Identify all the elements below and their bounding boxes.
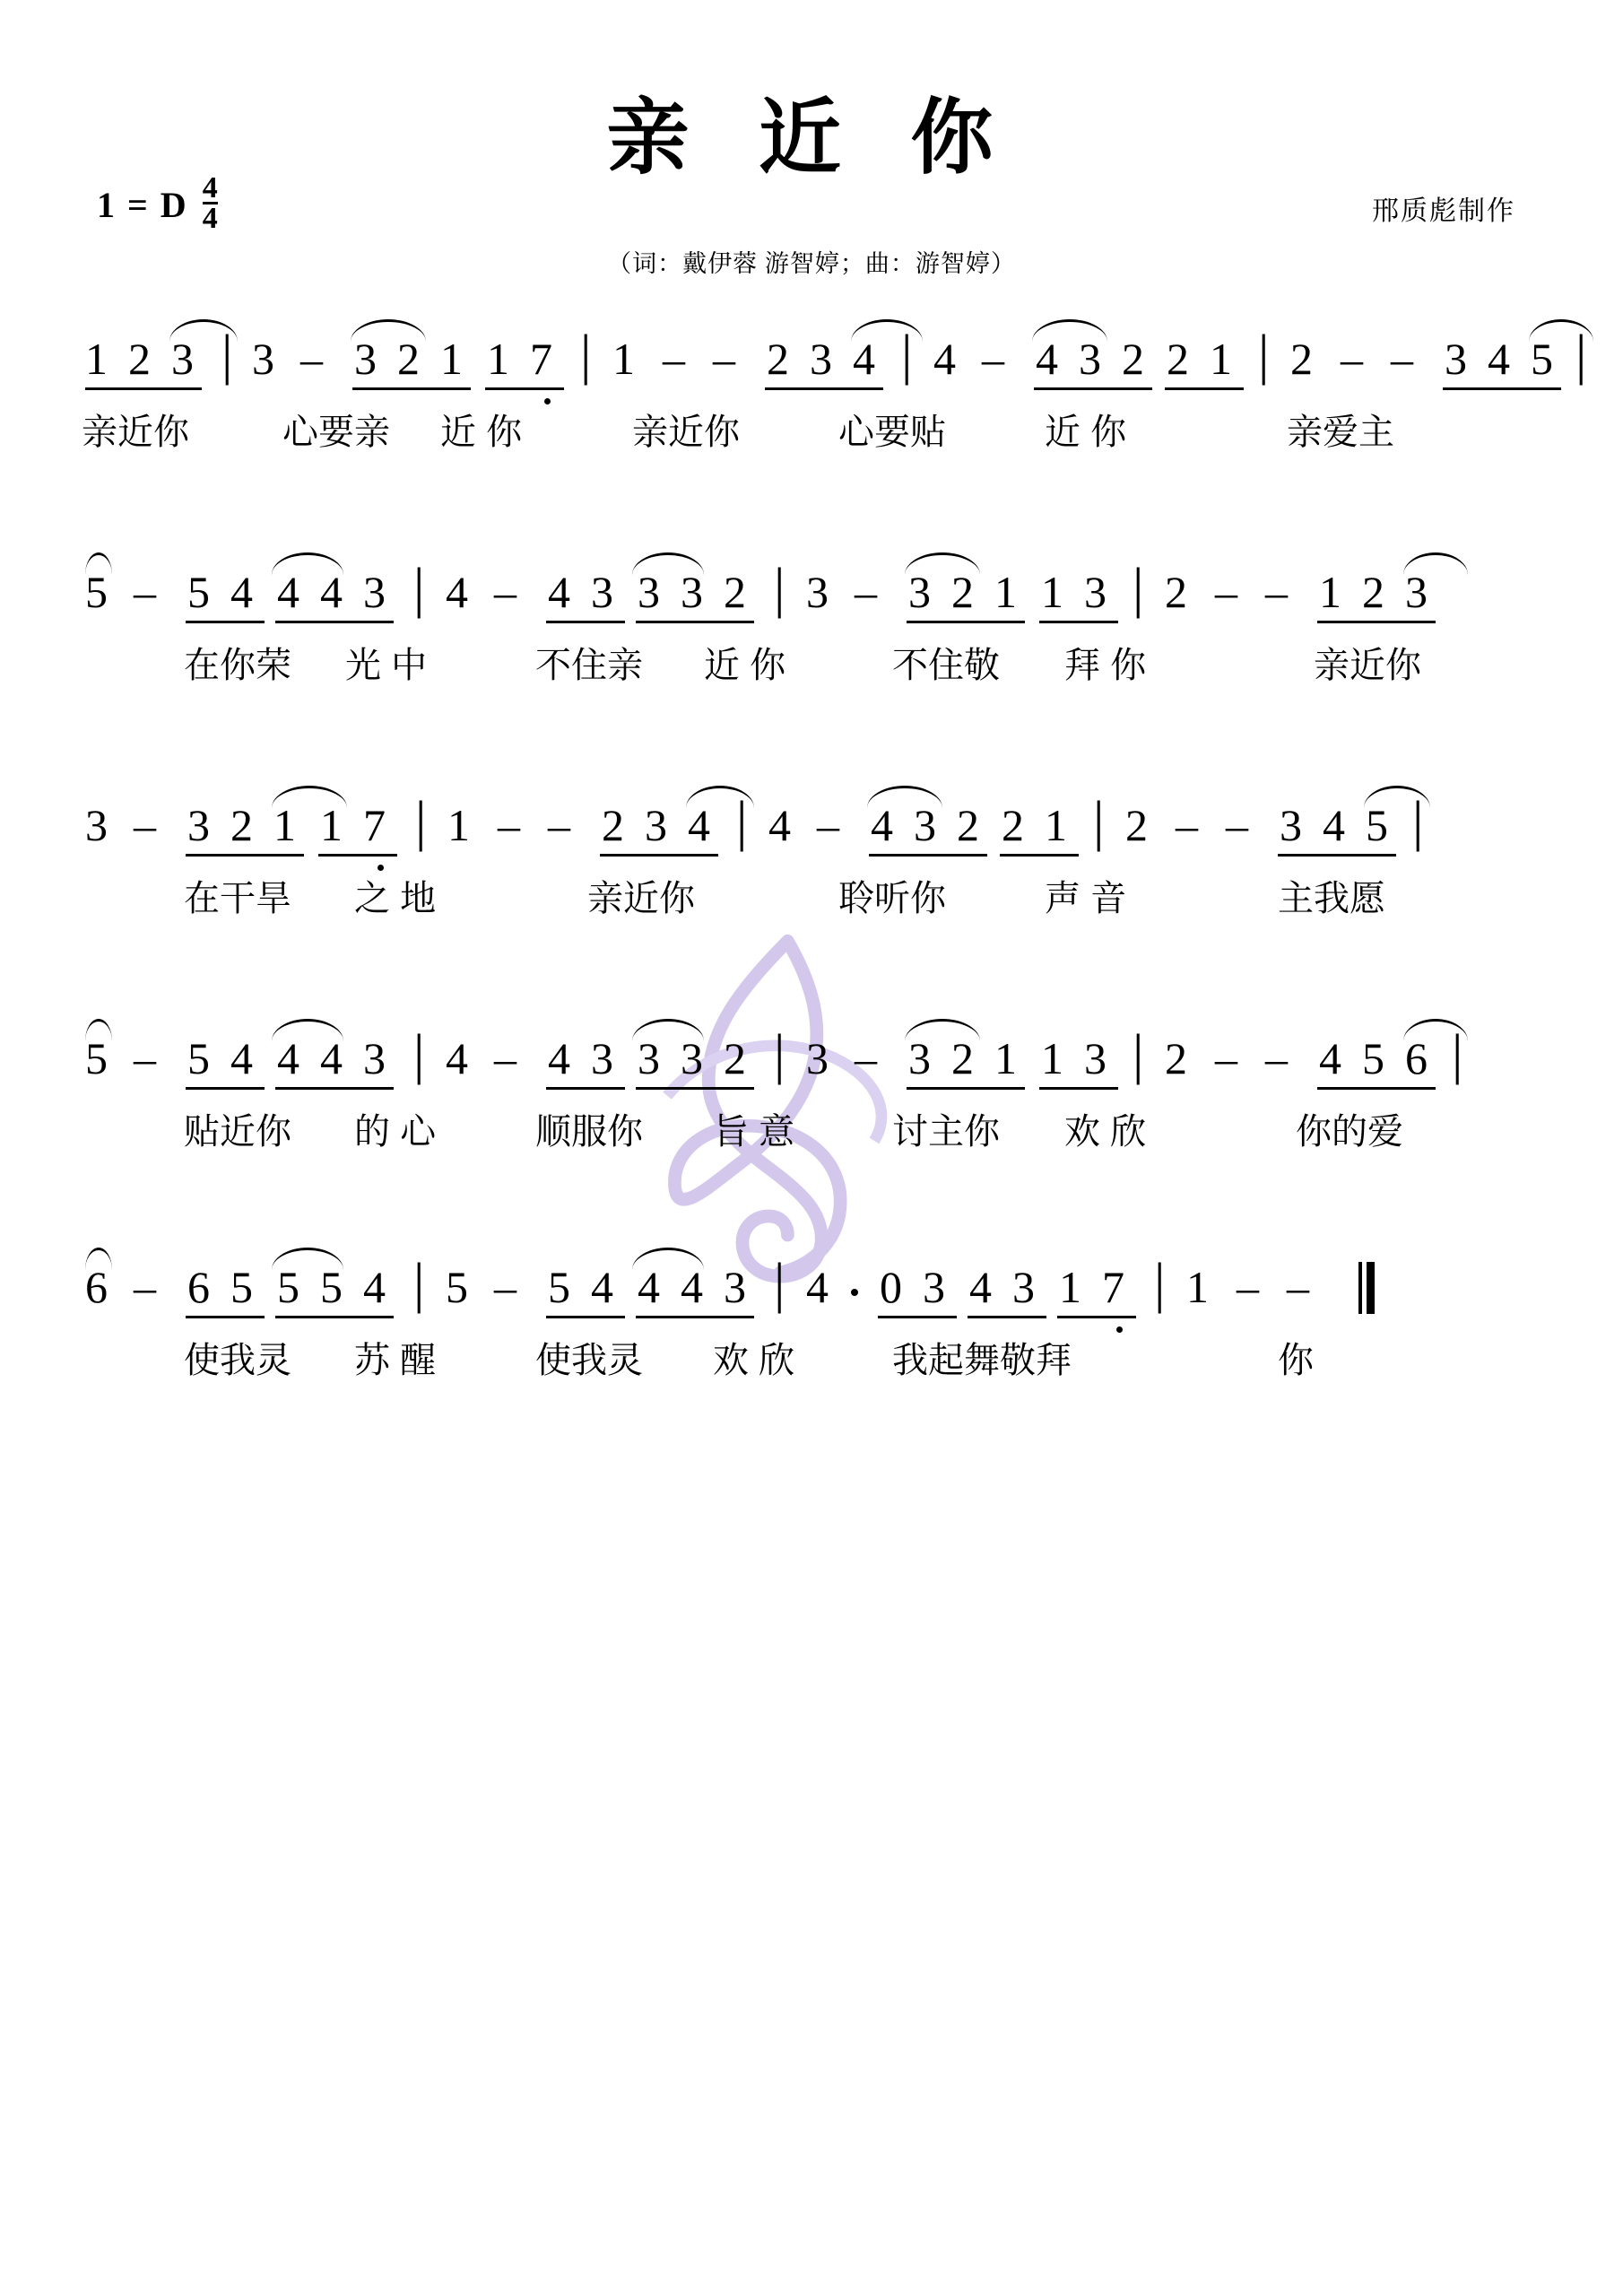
barline: |	[413, 1253, 425, 1314]
slur	[632, 552, 704, 575]
lyrics-row-1	[82, 409, 1542, 472]
note: 4	[363, 1262, 386, 1312]
note: 2	[1165, 567, 1187, 617]
note: 3	[810, 334, 832, 384]
beam-underline	[1317, 1087, 1436, 1090]
slur	[632, 1248, 704, 1270]
note: 4	[681, 1262, 703, 1312]
beam-underline	[186, 854, 304, 857]
note: 4	[768, 800, 791, 850]
notes-row-4	[85, 1024, 1542, 1109]
note-sustain: –	[134, 1262, 156, 1312]
note: 2	[230, 800, 253, 850]
note: 5	[446, 1262, 468, 1312]
octave-dot-low	[378, 865, 384, 871]
note: 1	[1059, 1262, 1081, 1312]
barline: |	[415, 791, 427, 852]
note: 2	[1165, 1033, 1187, 1083]
note: 4	[871, 800, 893, 850]
barline: |	[1412, 791, 1424, 852]
beam-underline	[275, 621, 394, 623]
lyrics-row-2	[85, 642, 1542, 705]
note-sustain: –	[1226, 800, 1248, 850]
slur	[272, 1248, 343, 1270]
note-sustain: –	[817, 800, 839, 850]
barline: |	[1133, 1024, 1144, 1085]
note: 2	[724, 567, 746, 617]
note-sustain: –	[1237, 1262, 1259, 1312]
beam-underline	[1165, 387, 1244, 390]
note: 5	[548, 1262, 570, 1312]
note: 2	[951, 1033, 974, 1083]
barline: |	[774, 1024, 785, 1085]
note: 2	[397, 334, 420, 384]
note: 1	[1045, 800, 1067, 850]
note: 1	[994, 567, 1017, 617]
beam-underline	[546, 1087, 625, 1090]
note-sustain: –	[1341, 334, 1363, 384]
note: 7	[1102, 1262, 1124, 1312]
note: 2	[1122, 334, 1144, 384]
time-signature	[202, 171, 218, 236]
note-sustain: –	[1391, 334, 1413, 384]
note-sustain: –	[713, 334, 735, 384]
note: 3	[1079, 334, 1101, 384]
beam-underline	[1278, 854, 1396, 857]
note: 6	[1405, 1033, 1428, 1083]
lyric-syllable: 之 地	[354, 879, 437, 918]
key-and-meter	[97, 171, 218, 236]
note-sustain: –	[494, 1262, 516, 1312]
beam-underline	[1039, 1087, 1118, 1090]
beam-underline	[546, 1316, 625, 1318]
lyric-syllable: 亲爱主	[1287, 413, 1394, 452]
slur	[351, 319, 426, 342]
lyric-syllable: 使我灵	[184, 1341, 291, 1380]
note: 3	[1012, 1262, 1035, 1312]
note: 1	[487, 334, 509, 384]
staff-system-1	[82, 325, 1587, 472]
barline: |	[1258, 325, 1270, 386]
note: 4	[277, 1033, 299, 1083]
note: 1	[994, 1033, 1017, 1083]
note: 6	[187, 1262, 210, 1312]
note: 3	[363, 1033, 386, 1083]
note: 3	[1405, 567, 1428, 617]
note-sustain: –	[663, 334, 685, 384]
note: 3	[1084, 567, 1107, 617]
final-barline	[1358, 1262, 1373, 1314]
slur	[272, 552, 343, 575]
barline: |	[901, 325, 913, 386]
beam-underline	[85, 387, 202, 390]
note-sustain: –	[494, 1033, 516, 1083]
lyric-syllable: 使我灵	[535, 1341, 643, 1380]
notes-row-3	[85, 791, 1542, 875]
beam-underline	[275, 1316, 394, 1318]
note: 2	[1002, 800, 1024, 850]
key-signature: 1 = D	[97, 185, 188, 226]
staff-system-4	[85, 1024, 1542, 1171]
note: 2	[767, 334, 789, 384]
lyric-syllable: 拜 你	[1064, 646, 1147, 685]
barline: |	[413, 558, 425, 619]
note: 3	[638, 567, 660, 617]
note-sustain: –	[1265, 567, 1288, 617]
note: 3	[591, 1033, 613, 1083]
note: 3	[363, 567, 386, 617]
note: 1	[1210, 334, 1232, 384]
note: 3	[681, 567, 703, 617]
note: 3	[1445, 334, 1467, 384]
note-sustain: –	[1176, 800, 1198, 850]
note: 4	[806, 1262, 829, 1312]
note: 4	[446, 567, 468, 617]
note: 5	[187, 567, 210, 617]
note: 3	[85, 800, 108, 850]
lyrics-row-4	[85, 1109, 1542, 1171]
slur	[905, 552, 980, 575]
beam-underline	[1057, 1316, 1136, 1318]
note: 2	[1125, 800, 1148, 850]
note-sustain: –	[1287, 1262, 1309, 1312]
note: 5	[85, 1033, 108, 1083]
note: 3	[914, 800, 936, 850]
barline: |	[580, 325, 592, 386]
beam-underline	[186, 621, 265, 623]
note-sustain: –	[855, 567, 877, 617]
note-sustain: –	[134, 567, 156, 617]
note: 1	[85, 334, 108, 384]
beam-underline	[636, 621, 754, 623]
beam-underline	[186, 1087, 265, 1090]
barline: |	[1133, 558, 1144, 619]
lyric-syllable: 心要亲	[282, 413, 390, 452]
note: 6	[85, 1262, 108, 1312]
note: 3	[638, 1033, 660, 1083]
note: 2	[724, 1033, 746, 1083]
dotted-note-dot	[851, 1289, 858, 1296]
lyric-syllable: 亲近你	[587, 879, 695, 918]
note: 2	[951, 567, 974, 617]
slur	[1403, 552, 1468, 575]
note: 2	[128, 334, 151, 384]
lyric-syllable: 主我愿	[1278, 879, 1385, 918]
note-sustain: –	[548, 800, 570, 850]
note: 7	[363, 800, 386, 850]
barline: |	[221, 325, 233, 386]
note: 2	[1167, 334, 1189, 384]
lyric-syllable: 近 你	[704, 646, 786, 685]
note: 5	[1362, 1033, 1384, 1083]
barline: |	[1575, 325, 1587, 386]
note-sustain: –	[134, 1033, 156, 1083]
note: 2	[957, 800, 979, 850]
lyric-syllable: 声 音	[1045, 879, 1127, 918]
lyric-syllable: 你的爱	[1296, 1112, 1403, 1152]
note: 3	[806, 1033, 829, 1083]
slur	[85, 552, 112, 575]
note: 4	[320, 567, 343, 617]
slur	[905, 1019, 980, 1041]
lyric-syllable: 讨主你	[892, 1112, 1000, 1152]
lyricist-composer-credit: （词：戴伊蓉 游智婷；曲：游智婷）	[607, 250, 1016, 277]
note: 1	[320, 800, 343, 850]
note: 4	[1323, 800, 1345, 850]
lyric-syllable: 不住敬	[892, 646, 1000, 685]
page-title: 亲 近 你	[606, 92, 1017, 184]
beam-underline	[968, 1316, 1046, 1318]
beam-underline	[485, 387, 564, 390]
slur	[272, 1019, 343, 1041]
lyric-syllable: 贴近你	[184, 1112, 291, 1152]
note: 4	[933, 334, 956, 384]
beam-underline	[869, 854, 987, 857]
note: 5	[1531, 334, 1553, 384]
beam-underline	[1000, 854, 1079, 857]
note: 4	[320, 1033, 343, 1083]
note: 5	[320, 1262, 343, 1312]
note: 5	[85, 567, 108, 617]
beam-underline	[878, 1316, 957, 1318]
note: 2	[602, 800, 624, 850]
note: 4	[230, 1033, 253, 1083]
time-signature-denominator: 4	[202, 202, 218, 236]
note: 1	[1186, 1262, 1209, 1312]
beam-underline	[907, 621, 1025, 623]
note-sustain: –	[855, 1033, 877, 1083]
note: 5	[230, 1262, 253, 1312]
slur	[867, 786, 942, 808]
lyric-syllable: 亲近你	[82, 413, 189, 452]
note: 4	[688, 800, 710, 850]
note: 3	[645, 800, 667, 850]
beam-underline	[765, 387, 883, 390]
note: 3	[681, 1033, 703, 1083]
note-sustain: –	[1265, 1033, 1288, 1083]
note-rest: 0	[880, 1262, 902, 1312]
note: 3	[806, 567, 829, 617]
staff-system-2	[85, 558, 1542, 705]
note: 1	[447, 800, 470, 850]
note: 4	[638, 1262, 660, 1312]
note: 3	[252, 334, 274, 384]
note-sustain: –	[1215, 567, 1237, 617]
note: 4	[1036, 334, 1058, 384]
note: 5	[187, 1033, 210, 1083]
note: 3	[187, 800, 210, 850]
note: 4	[548, 1033, 570, 1083]
arranger-credit: 邢质彪制作	[1372, 196, 1515, 226]
note: 2	[1290, 334, 1313, 384]
beam-underline	[600, 854, 718, 857]
note: 3	[171, 334, 194, 384]
note: 4	[277, 567, 299, 617]
beam-underline	[318, 854, 397, 857]
barline: |	[774, 1253, 785, 1314]
note: 1	[612, 334, 635, 384]
notes-row-5	[85, 1253, 1542, 1337]
note: 3	[923, 1262, 945, 1312]
slur	[85, 1248, 112, 1270]
note: 5	[1366, 800, 1388, 850]
beam-underline	[546, 621, 625, 623]
time-signature-numerator: 4	[202, 171, 218, 204]
lyric-syllable: 苏 醒	[354, 1341, 437, 1380]
barline: |	[413, 1024, 425, 1085]
octave-dot-low	[544, 398, 551, 404]
lyric-syllable: 光 中	[345, 646, 428, 685]
beam-underline	[1443, 387, 1561, 390]
note: 4	[1488, 334, 1510, 384]
staff-system-3	[85, 791, 1542, 938]
slur	[632, 1019, 704, 1041]
lyric-syllable: 心要贴	[838, 413, 946, 452]
barline: |	[774, 558, 785, 619]
barline: |	[1154, 1253, 1166, 1314]
note: 4	[446, 1033, 468, 1083]
lyric-syllable: 欢 欣	[713, 1341, 795, 1380]
lyric-syllable: 顺服你	[535, 1112, 643, 1152]
note-sustain: –	[134, 800, 156, 850]
octave-dot-low	[1116, 1326, 1123, 1333]
beam-underline	[275, 1087, 394, 1090]
note: 3	[591, 567, 613, 617]
lyric-syllable: 在你荣	[184, 646, 291, 685]
beam-underline	[636, 1316, 754, 1318]
beam-underline	[1317, 621, 1436, 623]
note: 4	[548, 567, 570, 617]
lyric-syllable: 欢 欣	[1064, 1112, 1147, 1152]
barline: |	[1093, 791, 1105, 852]
lyric-syllable: 不住亲	[535, 646, 643, 685]
beam-underline	[907, 1087, 1025, 1090]
note: 1	[1041, 1033, 1063, 1083]
lyric-syllable: 在干旱	[184, 879, 291, 918]
note: 4	[591, 1262, 613, 1312]
lyric-syllable: 的 心	[354, 1112, 437, 1152]
note-sustain: –	[498, 800, 520, 850]
note: 4	[969, 1262, 992, 1312]
note: 7	[530, 334, 552, 384]
barline: |	[1452, 1024, 1463, 1085]
lyric-syllable: 亲近你	[632, 413, 740, 452]
lyric-syllable: 近 你	[440, 413, 523, 452]
lyric-syllable: 近 你	[1045, 413, 1127, 452]
slur	[1032, 319, 1107, 342]
lyric-syllable: 我起舞敬拜	[892, 1341, 1072, 1380]
note: 3	[1280, 800, 1302, 850]
beam-underline	[636, 1087, 754, 1090]
lyrics-row-5	[85, 1337, 1542, 1400]
lyric-syllable: 亲近你	[1314, 646, 1421, 685]
note: 4	[853, 334, 875, 384]
note: 5	[277, 1262, 299, 1312]
notes-row-2	[85, 558, 1542, 642]
note-sustain: –	[494, 567, 516, 617]
note: 3	[908, 567, 931, 617]
note: 3	[908, 1033, 931, 1083]
note: 3	[724, 1262, 746, 1312]
note: 3	[1084, 1033, 1107, 1083]
beam-underline	[1034, 387, 1152, 390]
note: 1	[273, 800, 296, 850]
note-sustain: –	[300, 334, 323, 384]
note: 3	[354, 334, 377, 384]
beam-underline	[1039, 621, 1118, 623]
lyric-syllable: 旨 意	[713, 1112, 795, 1152]
note-sustain: –	[982, 334, 1004, 384]
note: 1	[1041, 567, 1063, 617]
lyrics-row-3	[85, 875, 1542, 938]
note: 2	[1362, 567, 1384, 617]
beam-underline	[186, 1316, 265, 1318]
notes-row-1	[85, 325, 1587, 409]
note: 1	[440, 334, 463, 384]
staff-system-5	[85, 1253, 1542, 1400]
lyric-syllable: 聆听你	[838, 879, 946, 918]
barline: |	[736, 791, 748, 852]
lyric-syllable: 你	[1278, 1341, 1314, 1380]
note: 4	[1319, 1033, 1341, 1083]
beam-underline	[352, 387, 471, 390]
note: 4	[230, 567, 253, 617]
note: 1	[1319, 567, 1341, 617]
note-sustain: –	[1215, 1033, 1237, 1083]
slur	[85, 1019, 112, 1041]
